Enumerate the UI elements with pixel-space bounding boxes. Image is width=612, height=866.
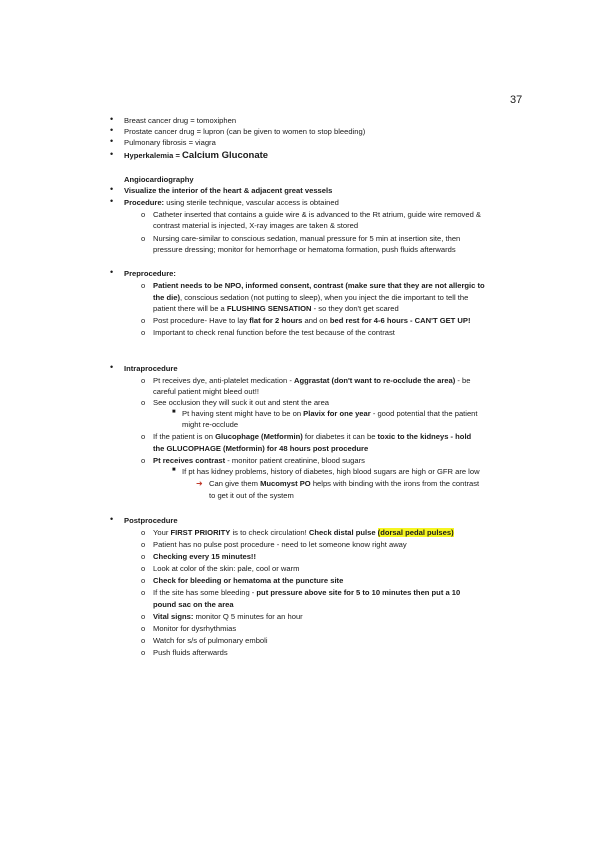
post-skin-color: Look at color of the skin: pale, cool or warm	[153, 564, 300, 573]
sub-bullet-marker: o	[141, 624, 146, 633]
post-pressure-line1: If the site has some bleeding - put pressure above site for 5 to 10 minutes then put a 10	[153, 588, 461, 597]
sub-bullet-marker: o	[141, 281, 146, 290]
post-vital-signs: Vital signs: monitor Q 5 minutes for an hour	[153, 612, 303, 621]
sub-bullet-marker: o	[141, 612, 146, 621]
sub-bullet-marker: o	[141, 564, 146, 573]
sub-bullet-marker: o	[141, 576, 146, 585]
sub-sub-bullet-marker: ■	[172, 409, 176, 415]
list-item-breast-cancer: Breast cancer drug = tomoxiphen	[124, 116, 237, 125]
bullet-marker: •	[110, 125, 114, 135]
angio-visualize: Visualize the interior of the heart & adjacent great vessels	[124, 186, 333, 195]
intra-contrast: Pt receives contrast - monitor patient creatinine, blood sugars	[153, 456, 365, 465]
section-title-intraprocedure: Intraprocedure	[124, 364, 178, 373]
bullet-marker: •	[110, 362, 114, 372]
intra-dye-line2: careful patient might bleed out!!	[153, 387, 259, 396]
intra-occlusion: See occlusion they will suck it out and stent the area	[153, 398, 330, 407]
angio-catheter-line2: contrast material is injected, X-ray images are taken & stored	[153, 221, 359, 230]
hyperkalemia-value: Calcium Gluconate	[182, 150, 269, 161]
sub-bullet-marker: o	[141, 210, 146, 219]
bullet-marker: •	[110, 149, 114, 159]
arrow-bullet-icon: ➜	[196, 479, 203, 488]
sub-bullet-marker: o	[141, 552, 146, 561]
hyperkalemia-label: Hyperkalemia =	[124, 151, 183, 160]
bullet-marker: •	[110, 136, 114, 146]
intra-dye-line1: Pt receives dye, anti-platelet medication - Aggrastat (don't want to re-occlude the area) - be	[153, 376, 471, 385]
bullet-marker: •	[110, 267, 114, 277]
intra-glucophage-line1: If the patient is on Glucophage (Metformin) for diabetes it can be toxic to the kidneys - hold	[153, 432, 472, 441]
sub-bullet-marker: o	[141, 456, 146, 465]
sub-bullet-marker: o	[141, 636, 146, 645]
sub-bullet-marker: o	[141, 432, 146, 441]
list-item-hyperkalemia	[124, 151, 268, 160]
post-no-pulse: Patient has no pulse post procedure - need to let someone know right away	[153, 540, 407, 549]
list-item-pulmonary-fibrosis: Pulmonary fibrosis = viagra	[124, 138, 216, 147]
bullet-marker: •	[110, 196, 114, 206]
pre-npo-line1: Patient needs to be NPO, informed consent, contrast (make sure that they are not allergic to	[153, 281, 485, 290]
intra-mucomyst-line2: to get it out of the system	[209, 491, 294, 500]
intra-stent-line2: might re-occlude	[182, 420, 239, 429]
sub-bullet-marker: o	[141, 234, 146, 243]
post-push-fluids: Push fluids afterwards	[153, 648, 228, 657]
intra-stent-line1: Pt having stent might have to be on Plavix for one year - good potential that the patient	[182, 409, 478, 418]
pre-post-procedure: Post procedure- Have to lay flat for 2 hours and on bed rest for 4-6 hours - CAN'T GET UP!	[153, 316, 471, 325]
sub-bullet-marker: o	[141, 328, 146, 337]
section-title-preprocedure: Preprocedure:	[124, 269, 176, 278]
sub-bullet-marker: o	[141, 648, 146, 657]
angio-nursing-line2: pressure dressing; monitor for hemorrhage or hematoma formation, push fluids afterwards	[153, 245, 456, 254]
page-number: 37	[510, 94, 523, 106]
sub-sub-bullet-marker: ■	[172, 467, 176, 473]
post-pulmonary-emboli: Watch for s/s of pulmonary emboli	[153, 636, 268, 645]
list-item-prostate-cancer: Prostate cancer drug = lupron (can be given to women to stop bleeding)	[124, 127, 366, 136]
sub-bullet-marker: o	[141, 540, 146, 549]
angio-nursing-line1: Nursing care-similar to conscious sedation, manual pressure for 5 min at insertion site, then	[153, 234, 461, 243]
bullet-marker: •	[110, 514, 114, 524]
post-pressure-line2: pound sac on the area	[153, 600, 234, 609]
post-check-every-15: Checking every 15 minutes!!	[153, 552, 256, 561]
angio-procedure: Procedure: using sterile technique, vascular access is obtained	[124, 198, 339, 207]
post-first-priority: Your FIRST PRIORITY is to check circulation! Check distal pulse (dorsal pedal pulses)	[153, 528, 454, 537]
sub-bullet-marker: o	[141, 398, 146, 407]
highlight-dorsal-pedal-pulses: (dorsal pedal pulses)	[377, 528, 454, 537]
post-dysrhythmias: Monitor for dysrhythmias	[153, 624, 237, 633]
pre-npo-line3: patient there will be a FLUSHING SENSATION - so they don't get scared	[153, 304, 399, 313]
bullet-marker: •	[110, 114, 114, 124]
sub-bullet-marker: o	[141, 316, 146, 325]
intra-kidney-problems: If pt has kidney problems, history of diabetes, high blood sugars are high or GFR are low	[182, 467, 480, 476]
post-bleeding-check: Check for bleeding or hematoma at the puncture site	[153, 576, 344, 585]
intra-glucophage-line2: the GLUCOPHAGE (Metformin) for 48 hours post procedure	[153, 444, 369, 453]
sub-bullet-marker: o	[141, 588, 146, 597]
section-title-angiocardiography: Angiocardiography	[124, 175, 194, 184]
intra-mucomyst-line1: Can give them Mucomyst PO helps with binding with the irons from the contrast	[209, 479, 480, 488]
section-title-postprocedure: Postprocedure	[124, 516, 178, 525]
sub-bullet-marker: o	[141, 528, 146, 537]
bullet-marker: •	[110, 184, 114, 194]
angio-catheter-line1: Catheter inserted that contains a guide wire & is advanced to the Rt atrium, guide wire removed &	[153, 210, 481, 219]
pre-npo-line2: the die), conscious sedation (not putting to sleep), when you inject the die important to tell the	[153, 293, 469, 302]
sub-bullet-marker: o	[141, 376, 146, 385]
pre-renal: Important to check renal function before the test because of the contrast	[153, 328, 395, 337]
